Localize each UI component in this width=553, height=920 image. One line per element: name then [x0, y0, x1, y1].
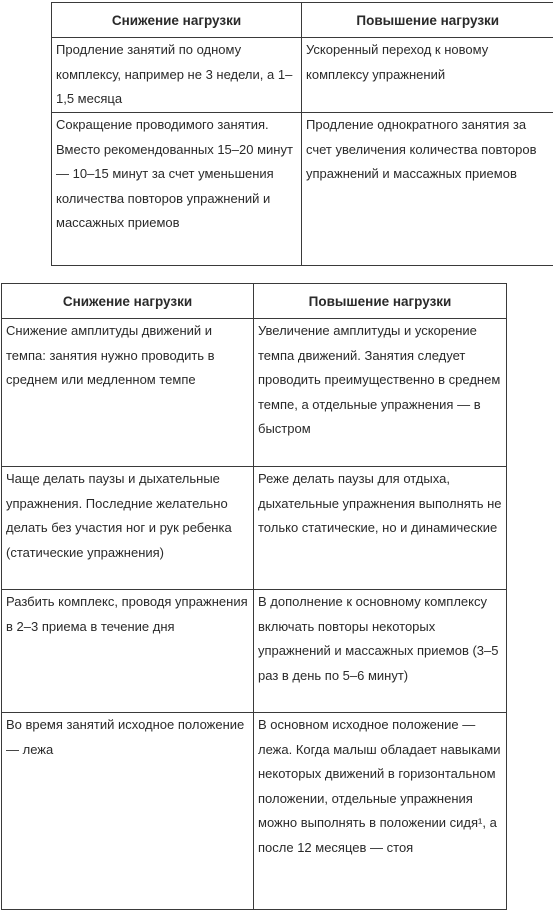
header-decrease: Снижение нагрузки [52, 3, 302, 38]
table-header-row [52, 3, 553, 38]
table-row [2, 319, 507, 467]
cell-increase: Ускоренный переход к новому комплексу упражнений [302, 38, 553, 113]
cell-increase: В основном исходное положение — лежа. Когда малыш обладает навыками некоторых движений в горизонтальном положении, отдельные упражнения можно выполнять в положении сидя¹, а после 12 месяцев — стоя [254, 713, 507, 910]
cell-decrease: Чаще делать паузы и дыхательные упражнения. Последние желательно делать без участия ног и рук ребенка (статические упражнения) [2, 467, 254, 590]
cell-increase: Продление однократного занятия за счет увеличения количества повторов упражнений и массажных приемов [302, 113, 553, 266]
cell-decrease: Сокращение проводимого занятия. Вместо рекомендованных 15–20 минут — 10–15 минут за счет уменьшения количества повторов упражнений и массажных приемов [52, 113, 302, 266]
cell-increase: Реже делать паузы для отдыха, дыхательные упражнения выполнять не только статические, но и динамические [254, 467, 507, 590]
cell-decrease: Во время занятий исходное положение — лежа [2, 713, 254, 910]
load-table-bottom [1, 283, 507, 910]
table-row [2, 590, 507, 713]
cell-decrease: Снижение амплитуды движений и темпа: занятия нужно проводить в среднем или медленном темпе [2, 319, 254, 467]
table-row [2, 467, 507, 590]
header-decrease: Снижение нагрузки [2, 284, 254, 319]
header-increase: Повышение нагрузки [254, 284, 507, 319]
cell-increase: Увеличение амплитуды и ускорение темпа движений. Занятия следует проводить преимущественно в среднем темпе, а отдельные упражнения — в быстром [254, 319, 507, 467]
table-header-row [2, 284, 507, 319]
cell-decrease: Продление занятий по одному комплексу, например не 3 недели, а 1–1,5 месяца [52, 38, 302, 113]
cell-increase: В дополнение к основному комплексу включать повторы некоторых упражнений и массажных приемов (3–5 раз в день по 5–6 минут) [254, 590, 507, 713]
cell-decrease: Разбить комплекс, проводя упражнения в 2–3 приема в течение дня [2, 590, 254, 713]
header-increase: Повышение нагрузки [302, 3, 553, 38]
table-row [52, 38, 553, 113]
load-table-top [51, 2, 553, 266]
table-row [2, 713, 507, 910]
table-row [52, 113, 553, 266]
